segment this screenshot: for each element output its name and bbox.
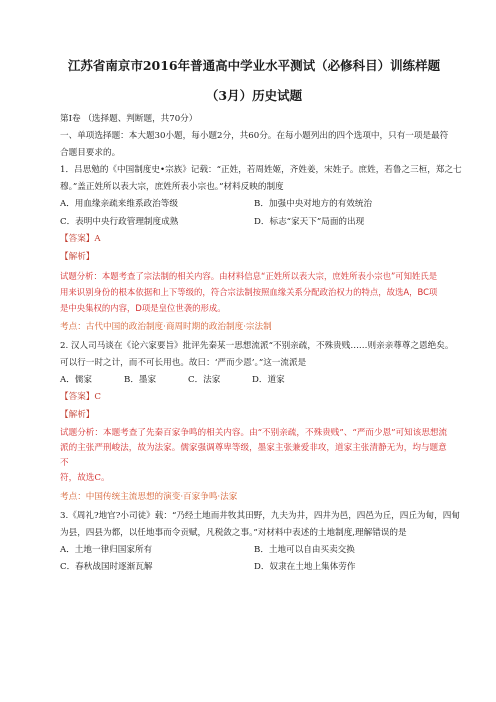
instructions-line: 一、单项选择题：本大题30小题，每小题2分，共60分。在每小题列出的四个选项中，只有一项是最符 xyxy=(60,131,449,141)
q1-option-c: C．表明中央行政管理制度成熟 xyxy=(60,216,179,227)
q3-options-row xyxy=(60,544,448,557)
q1-analysis-label: 【解析】 xyxy=(60,251,95,262)
q1-answer: 【答案】A xyxy=(60,234,101,244)
q1-stem: 穆。”盖正姓所以表大宗，庶姓所表小宗也。”材料反映的制度 xyxy=(60,182,284,192)
q2-knowledge-point: 考点：中国传统主流思想的演变·百家争鸣·法家 xyxy=(60,492,238,502)
q1-option-a: A．用血缘亲疏来维系政治等级 xyxy=(60,199,178,209)
q1-analysis-line: 用来识别身份的根本依据和上下等级的，符合宗法制按照血缘关系分配政治权力的特点，故选A，BC项 xyxy=(60,287,438,297)
q2-analysis-text xyxy=(60,426,448,486)
q1-analysis-line: 是中央集权的内容，D项是皇位世袭的形成。 xyxy=(60,303,226,313)
q3-options-row xyxy=(60,561,448,574)
q2-option-a: A．儒家 xyxy=(60,374,92,385)
document-title: 江苏省南京市2016年普通高中学业水平测试（必修科目）训练样题 xyxy=(67,58,441,73)
document-subtitle: （3月）历史试题 xyxy=(205,88,303,103)
q3-option-a: A．土地一律归国家所有 xyxy=(60,544,153,555)
q1-option-d: D．标志“家天下”局面的出现 xyxy=(254,216,365,227)
q3-option-b: B．土地可以自由买卖交换 xyxy=(254,544,355,555)
q2-analysis-label: 【解析】 xyxy=(60,409,95,420)
q3-option-d: D．奴隶在土地上集体劳作 xyxy=(254,562,356,572)
q2-stem: 可以行一时之计，而不可长用也。故曰：‘严而少恩’。”这一流派是 xyxy=(60,357,307,368)
q1-knowledge-point: 考点：古代中国的政治制度·商周时期的政治制度·宗法制 xyxy=(60,322,272,332)
q2-analysis-line: 符，故选C。 xyxy=(60,473,110,483)
q2-options-row xyxy=(60,374,448,387)
q2-answer: 【答案】C xyxy=(60,392,101,402)
instructions-line: 合题目要求的。 xyxy=(60,148,121,158)
q3-stem: 为县，四县为都，以任地事而令贡赋，凡税敛之事。”对材料中表述的土地制度,理解错误的是 xyxy=(60,527,407,538)
q2-option-c: C．法家 xyxy=(188,374,221,385)
q3-option-c: C．春秋战国时逐渐瓦解 xyxy=(60,562,153,572)
q2-analysis-line: 派的主张严刑峻法，故为法家。儒家强调尊卑等级，墨家主张兼爱非攻，道家主张清静无为，均与题意不 xyxy=(60,443,447,468)
q1-stem: 1．吕思勉的《中国制度史•宗族》记载：“正姓，若周姓姬，齐姓姜，宋姓子。庶姓，若鲁之三桓，郑之七 xyxy=(60,165,462,175)
q2-stem: 2. 汉人司马谈在《论六家要旨》批评先秦某一思想流派“不别亲疏，不殊贵贱……则亲亲尊尊之恩绝矣。 xyxy=(60,340,454,351)
q1-options-row xyxy=(60,216,448,229)
q1-analysis-line: 试题分析：本题考查了宗法制的相关内容。由材料信息“正姓所以表大宗，庶姓所表小宗也”可知姓氏是 xyxy=(60,271,438,281)
q2-analysis-line: 试题分析：本题考查了先秦百家争鸣的相关内容。由“不别亲疏，不殊贵贱”、“严而少恩”可知该思想流 xyxy=(60,428,448,438)
q3-stem: 3.《周礼?地官?小司徒》载：“乃经土地而井牧其田野，九夫为井，四井为邑，四邑为丘，四丘为甸，四甸 xyxy=(60,510,460,521)
q2-option-d: D．道家 xyxy=(252,374,285,385)
section-heading: 第Ⅰ卷 （选择题、判断题，共70分） xyxy=(60,114,198,124)
q1-option-b: B．加强中央对地方的有效统治 xyxy=(254,199,373,209)
q1-analysis-text xyxy=(60,268,448,316)
q1-options-row xyxy=(60,198,448,211)
q2-option-b: B．墨家 xyxy=(124,374,157,385)
